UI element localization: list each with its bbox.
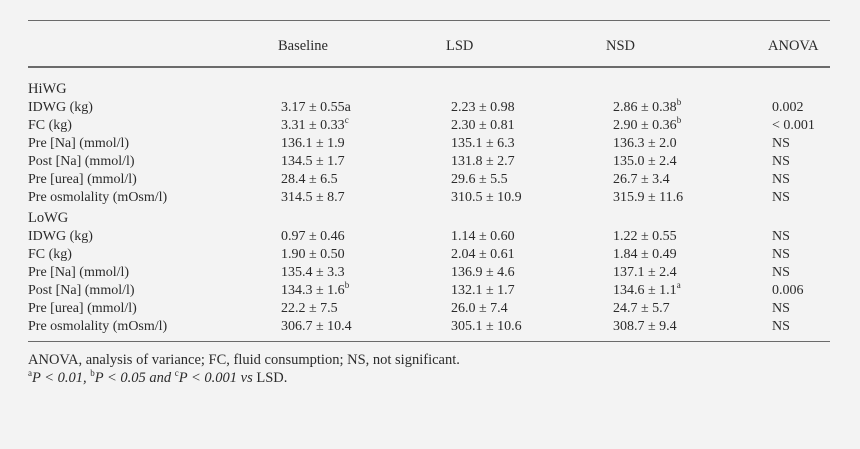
cell-lsd — [451, 264, 515, 281]
cell-lsd — [451, 189, 522, 206]
cell-value: Pre osmolality (mOsm/l) — [28, 319, 168, 334]
cell-value: IDWG (kg) — [28, 100, 93, 115]
cell-nsd — [613, 99, 681, 116]
cell-nsd — [613, 264, 677, 281]
cell-nsd — [613, 282, 681, 299]
cell-value: 135.0 ± 2.4 — [613, 154, 677, 169]
cell-lsd — [451, 135, 515, 152]
cell-lsd — [451, 228, 515, 245]
footnote-text-a: P < 0.01, — [32, 370, 91, 386]
cell-baseline — [281, 135, 345, 152]
footnote-mark-b: b — [90, 368, 95, 378]
header-baseline: Baseline — [278, 38, 328, 54]
cell-value: Post [Na] (mmol/l) — [28, 154, 135, 169]
cell-label — [28, 171, 137, 188]
cell-value: 136.3 ± 2.0 — [613, 136, 677, 151]
cell-value: NS — [772, 301, 790, 316]
cell-label — [28, 99, 93, 116]
cell-value: 2.86 ± 0.38 — [613, 100, 677, 115]
cell-value: NS — [772, 172, 790, 187]
table-bottom-rule — [28, 341, 830, 342]
cell-anova — [772, 117, 815, 134]
cell-value: 2.04 ± 0.61 — [451, 247, 515, 262]
cell-baseline — [281, 264, 345, 281]
cell-value: 26.7 ± 3.4 — [613, 172, 670, 187]
footnote-abbreviations: ANOVA, analysis of variance; FC, fluid consumption; NS, not significant. — [28, 352, 460, 368]
cell-lsd — [451, 300, 508, 317]
cell-value: 131.8 ± 2.7 — [451, 154, 515, 169]
cell-anova — [772, 264, 790, 281]
cell-baseline — [281, 282, 349, 299]
cell-value: 305.1 ± 10.6 — [451, 319, 522, 334]
cell-lsd — [451, 318, 522, 335]
footnote-end: LSD. — [252, 370, 288, 386]
cell-value: 308.7 ± 9.4 — [613, 319, 677, 334]
table-header-rule — [28, 66, 830, 68]
cell-value: 2.30 ± 0.81 — [451, 118, 515, 133]
cell-nsd — [613, 318, 677, 335]
cell-label — [28, 189, 167, 206]
header-lsd: LSD — [446, 38, 474, 54]
footnote-text-b: P < 0.05 and — [94, 370, 175, 386]
header-nsd: NSD — [606, 38, 636, 54]
footnote-significance — [28, 370, 287, 387]
cell-value: 310.5 ± 10.9 — [451, 190, 522, 205]
cell-value: Pre [Na] (mmol/l) — [28, 136, 130, 151]
cell-value: 28.4 ± 6.5 — [281, 172, 338, 187]
cell-label — [28, 153, 135, 170]
cell-value: 132.1 ± 1.7 — [451, 283, 515, 298]
cell-value: 134.5 ± 1.7 — [281, 154, 345, 169]
cell-value: 134.3 ± 1.6 — [281, 283, 345, 298]
cell-value: 136.1 ± 1.9 — [281, 136, 345, 151]
cell-lsd — [451, 246, 515, 263]
cell-value: NS — [772, 247, 790, 262]
cell-nsd — [613, 228, 677, 245]
cell-value: < 0.001 — [772, 118, 815, 133]
cell-label — [28, 282, 135, 299]
superscript-mark: c — [344, 115, 349, 125]
cell-baseline — [281, 318, 352, 335]
cell-value: Pre [Na] (mmol/l) — [28, 265, 130, 280]
cell-value: FC (kg) — [28, 247, 72, 262]
cell-value: Pre [urea] (mmol/l) — [28, 301, 137, 316]
cell-baseline — [281, 99, 351, 116]
superscript-mark: b — [344, 280, 350, 290]
cell-value: 315.9 ± 11.6 — [613, 190, 684, 205]
cell-nsd — [613, 135, 677, 152]
cell-anova — [772, 171, 790, 188]
cell-value: 2.23 ± 0.98 — [451, 100, 515, 115]
cell-baseline — [281, 300, 338, 317]
superscript-mark: a — [676, 280, 681, 290]
cell-anova — [772, 300, 790, 317]
cell-value: 0.006 — [772, 283, 804, 298]
cell-value: 3.31 ± 0.33 — [281, 118, 345, 133]
cell-label — [28, 300, 137, 317]
cell-anova — [772, 318, 790, 335]
cell-value: 135.1 ± 6.3 — [451, 136, 515, 151]
cell-value: 0.002 — [772, 100, 804, 115]
cell-value: 22.2 ± 7.5 — [281, 301, 338, 316]
cell-baseline — [281, 228, 345, 245]
cell-lsd — [451, 282, 515, 299]
cell-value: FC (kg) — [28, 118, 72, 133]
cell-nsd — [613, 300, 670, 317]
cell-value: 1.84 ± 0.49 — [613, 247, 677, 262]
footnote-vs: vs — [240, 370, 253, 386]
footnote-mark-a: a — [28, 368, 32, 378]
superscript-mark: b — [676, 97, 682, 107]
cell-label — [28, 264, 129, 281]
cell-value: 26.0 ± 7.4 — [451, 301, 508, 316]
footnote-text-c: P < 0.001 — [178, 370, 241, 386]
cell-label — [28, 135, 129, 152]
cell-lsd — [451, 171, 508, 188]
cell-nsd — [613, 171, 670, 188]
table-top-rule — [28, 20, 830, 21]
cell-value: NS — [772, 265, 790, 280]
cell-value: 1.22 ± 0.55 — [613, 229, 677, 244]
cell-value: 314.5 ± 8.7 — [281, 190, 345, 205]
cell-value: 3.17 ± 0.55a — [281, 100, 351, 115]
cell-anova — [772, 282, 804, 299]
cell-value: 306.7 ± 10.4 — [281, 319, 352, 334]
cell-value: Pre [urea] (mmol/l) — [28, 172, 137, 187]
cell-anova — [772, 228, 790, 245]
cell-value: 29.6 ± 5.5 — [451, 172, 508, 187]
cell-value: 137.1 ± 2.4 — [613, 265, 677, 280]
cell-value: 2.90 ± 0.36 — [613, 118, 677, 133]
cell-nsd — [613, 189, 683, 206]
cell-value: 1.90 ± 0.50 — [281, 247, 345, 262]
cell-value: 1.14 ± 0.60 — [451, 229, 515, 244]
group-label: HiWG — [28, 81, 67, 97]
cell-baseline — [281, 117, 349, 134]
cell-anova — [772, 246, 790, 263]
group-label: LoWG — [28, 210, 69, 226]
cell-anova — [772, 135, 790, 152]
cell-value: NS — [772, 229, 790, 244]
cell-value: NS — [772, 136, 790, 151]
cell-value: 136.9 ± 4.6 — [451, 265, 515, 280]
cell-label — [28, 117, 72, 134]
cell-value: NS — [772, 190, 790, 205]
cell-lsd — [451, 99, 515, 116]
cell-anova — [772, 153, 790, 170]
cell-value: 134.6 ± 1.1 — [613, 283, 677, 298]
cell-value: 24.7 ± 5.7 — [613, 301, 670, 316]
cell-lsd — [451, 153, 515, 170]
cell-label — [28, 246, 72, 263]
superscript-mark: b — [676, 115, 682, 125]
cell-value: NS — [772, 319, 790, 334]
header-anova: ANOVA — [768, 38, 819, 54]
cell-label — [28, 318, 167, 335]
cell-nsd — [613, 246, 677, 263]
cell-value: IDWG (kg) — [28, 229, 93, 244]
cell-nsd — [613, 153, 677, 170]
footnote-mark-c: c — [174, 368, 179, 378]
cell-anova — [772, 99, 804, 116]
cell-baseline — [281, 189, 345, 206]
cell-baseline — [281, 246, 345, 263]
cell-value: Post [Na] (mmol/l) — [28, 283, 135, 298]
cell-lsd — [451, 117, 515, 134]
cell-value: Pre osmolality (mOsm/l) — [28, 190, 168, 205]
cell-baseline — [281, 153, 345, 170]
cell-value: NS — [772, 154, 790, 169]
cell-value: 0.97 ± 0.46 — [281, 229, 345, 244]
cell-label — [28, 228, 93, 245]
cell-baseline — [281, 171, 338, 188]
cell-nsd — [613, 117, 681, 134]
cell-anova — [772, 189, 790, 206]
cell-value: 135.4 ± 3.3 — [281, 265, 345, 280]
